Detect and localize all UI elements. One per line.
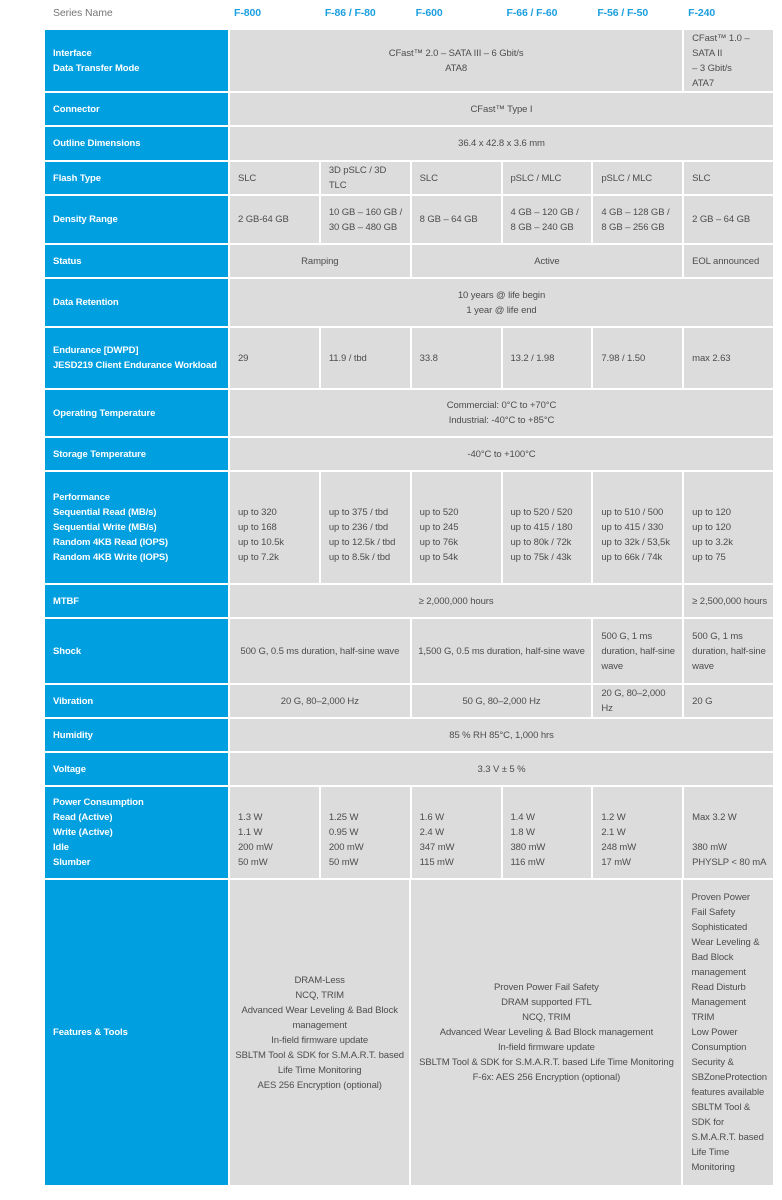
- cell-value-line: 500 G, 1 ms duration, half-sine wave: [601, 630, 675, 672]
- row-label-line: Sequential Write (MB/s): [53, 522, 157, 533]
- cell-density-range-1: [321, 196, 410, 243]
- table-row-mtbf: [45, 585, 773, 617]
- row-label-line: Data Transfer Mode: [53, 62, 140, 74]
- cell-value-line: 115 mW: [419, 857, 454, 868]
- cell-outline-dimensions-0: [230, 127, 773, 160]
- cell-value-line: 500 G, 0.5 ms duration, half-sine wave: [240, 645, 400, 657]
- cell-storage-temperature-0: [230, 438, 773, 470]
- cell-value-line: 380 mW: [510, 842, 546, 853]
- cell-endurance-1: [321, 328, 410, 388]
- cell-value-line: up to 32k / 53,5k: [601, 537, 670, 548]
- cell-value-line: Advanced Wear Leveling & Bad Block management: [439, 1027, 654, 1038]
- cell-value-line: -40°C to +100°C: [467, 448, 536, 460]
- cell-value-line: Industrial: -40°C to +85°C: [448, 415, 555, 426]
- cell-value-line: [601, 490, 676, 505]
- row-label-shock: [45, 619, 228, 683]
- row-label-line: Sequential Read (MB/s): [53, 507, 157, 518]
- row-label-interface: [45, 30, 228, 91]
- table-row-power-consumption: [45, 787, 773, 878]
- cell-value-line: 8 GB – 64 GB: [419, 214, 478, 225]
- cell-value-line: ≥ 2,000,000 hours: [418, 595, 494, 607]
- cell-density-range-0: [230, 196, 319, 243]
- cell-operating-temperature-0: [230, 390, 773, 436]
- cell-value-line: 1.4 W: [510, 812, 535, 823]
- row-label-outline-dimensions: [45, 127, 228, 160]
- cell-value-line: 500 G, 1 ms duration, half-sine wave: [692, 630, 766, 672]
- cell-value-line: up to 12.5k / tbd: [328, 537, 396, 548]
- cell-value-line: up to 75k / 43k: [510, 552, 572, 563]
- spec-sheet: [45, 0, 773, 1184]
- cell-value-line: NCQ, TRIM: [522, 1012, 571, 1023]
- cell-value-line: 10 GB – 160 GB /: [328, 206, 403, 218]
- cell-value-line: 1.3 W: [238, 812, 263, 823]
- cell-value-line: up to 236 / tbd: [328, 522, 389, 533]
- cell-value-line: 20 G: [692, 695, 713, 707]
- cell-value-line: [420, 795, 495, 810]
- cell-endurance-2: [412, 328, 501, 388]
- cell-shock-2: [593, 619, 682, 683]
- table-row-status: [45, 245, 773, 277]
- cell-value-line: 8 GB – 256 GB: [601, 221, 665, 233]
- cell-value-line: 50 mW: [328, 857, 359, 868]
- cell-value-line: [692, 490, 767, 505]
- cell-performance-4: [593, 472, 682, 583]
- cell-value-line: up to 54k: [419, 552, 458, 563]
- row-label-line: Write (Active): [53, 827, 113, 838]
- row-label-line: Idle: [53, 842, 69, 853]
- row-label-line: Read (Active): [53, 812, 113, 823]
- row-label-line: Vibration: [53, 695, 94, 707]
- cell-value-line: SBLTM Tool & SDK for S.M.A.R.T. based Life Time Monitoring: [691, 1102, 764, 1173]
- cell-density-range-2: [412, 196, 501, 243]
- row-label-humidity: [45, 719, 228, 751]
- row-label-line: Features & Tools: [53, 1027, 128, 1038]
- cell-value-line: 11.9 / tbd: [328, 352, 367, 364]
- row-label-performance: [45, 472, 228, 583]
- row-label-line: Interface: [53, 47, 92, 59]
- cell-value-line: SLC: [238, 172, 257, 184]
- cell-value-line: Proven Power Fail Safety: [691, 892, 750, 918]
- cell-value-line: EOL announced: [692, 255, 760, 267]
- cell-value-line: 2 GB – 64 GB: [692, 214, 751, 225]
- column-header-f-800: F-800: [234, 6, 261, 19]
- cell-interface-0: [230, 30, 682, 91]
- cell-features-tools-1: [411, 880, 681, 1185]
- cell-vibration-3: [684, 685, 773, 717]
- cell-value-line: [692, 795, 767, 810]
- cell-value-line: Commercial: 0°C to +70°C: [446, 400, 557, 411]
- cell-value-line: 29: [238, 352, 249, 364]
- cell-value-line: CFast™ Type I: [470, 103, 533, 115]
- cell-density-range-3: [503, 196, 592, 243]
- cell-vibration-0: [230, 685, 410, 717]
- cell-value-line: Low Power Consumption: [691, 1027, 747, 1053]
- cell-value-line: up to 375 / tbd: [328, 507, 389, 518]
- cell-value-line: Sophisticated Wear Leveling &: [691, 922, 760, 948]
- row-label-line: Random 4KB Read (IOPS): [53, 537, 168, 548]
- cell-value-line: 1.25 W: [328, 812, 359, 823]
- cell-value-line: 3.3 V ± 5 %: [477, 763, 526, 775]
- table-row-shock: [45, 619, 773, 683]
- column-header-f-240: F-240: [688, 6, 716, 19]
- cell-performance-2: [412, 472, 501, 583]
- table-row-flash-type: [45, 162, 773, 194]
- cell-value-line: DRAM-Less: [294, 974, 345, 986]
- cell-power-consumption-0: [230, 787, 319, 878]
- table-row-data-retention: [45, 279, 773, 326]
- table-row-voltage: [45, 753, 773, 785]
- cell-value-line: 347 mW: [419, 842, 455, 853]
- spec-table: [45, 30, 773, 1184]
- series-name-header: Series Name: [53, 6, 113, 19]
- cell-value-line: 13.2 / 1.98: [510, 352, 555, 364]
- row-label-mtbf: [45, 585, 228, 617]
- table-row-storage-temperature: [45, 438, 773, 470]
- cell-value-line: 50 mW: [238, 857, 268, 868]
- cell-value-line: up to 510 / 500: [601, 507, 664, 518]
- cell-value-line: 1.8 W: [510, 827, 535, 838]
- cell-power-consumption-1: [321, 787, 410, 878]
- cell-value-line: up to 120: [692, 507, 731, 518]
- cell-value-line: up to 320: [238, 507, 277, 518]
- column-header-f-66-f-60: F-66 / F-60: [506, 6, 558, 19]
- cell-value-line: 248 mW: [601, 842, 637, 853]
- table-row-outline-dimensions: [45, 127, 773, 160]
- table-row-endurance: [45, 328, 773, 388]
- cell-features-tools-2: [683, 880, 773, 1185]
- row-label-line: Connector: [53, 103, 100, 115]
- cell-value-line: 50 G, 80–2,000 Hz: [462, 695, 541, 707]
- cell-flash-type-5: [684, 162, 773, 194]
- cell-endurance-3: [503, 328, 592, 388]
- cell-vibration-1: [412, 685, 592, 717]
- cell-value-line: 1,500 G, 0.5 ms duration, half-sine wave: [418, 645, 585, 657]
- row-label-line: Endurance [DWPD]: [53, 345, 139, 356]
- cell-value-line: [511, 795, 586, 810]
- cell-flash-type-3: [503, 162, 592, 194]
- cell-density-range-4: [593, 196, 682, 243]
- cell-value-line: pSLC / MLC: [510, 172, 562, 184]
- cell-value-line: [601, 795, 676, 810]
- cell-value-line: up to 120: [692, 522, 731, 533]
- table-row-connector: [45, 93, 773, 125]
- cell-value-line: up to 3.2k: [692, 537, 733, 548]
- cell-value-line: up to 66k / 74k: [601, 552, 663, 563]
- cell-value-line: [329, 490, 404, 505]
- row-label-line: MTBF: [53, 595, 79, 607]
- cell-shock-1: [412, 619, 592, 683]
- cell-value-line: AES 256 Encryption (optional): [257, 1079, 382, 1091]
- cell-value-line: 10 years @ life begin: [457, 289, 546, 301]
- cell-value-line: SLC: [692, 172, 711, 184]
- cell-flash-type-1: [321, 162, 410, 194]
- row-label-line: JESD219 Client Endurance Workload: [53, 360, 217, 371]
- row-label-endurance: [45, 328, 228, 388]
- row-label-flash-type: [45, 162, 228, 194]
- cell-interface-1: [684, 30, 773, 91]
- row-label-line: Storage Temperature: [53, 448, 146, 460]
- row-label-line: Density Range: [53, 214, 118, 225]
- cell-endurance-5: [684, 328, 773, 388]
- cell-endurance-0: [230, 328, 319, 388]
- cell-value-line: Bad Block management: [691, 952, 746, 978]
- cell-value-line: up to 415 / 330: [601, 522, 664, 533]
- row-label-status: [45, 245, 228, 277]
- row-label-line: Slumber: [53, 857, 91, 868]
- cell-value-line: 7.98 / 1.50: [601, 352, 646, 364]
- cell-performance-5: [684, 472, 773, 583]
- cell-flash-type-4: [593, 162, 682, 194]
- cell-status-2: [684, 245, 773, 277]
- cell-voltage-0: [230, 753, 773, 785]
- row-label-density-range: [45, 196, 228, 243]
- column-header-f-600: F-600: [415, 6, 443, 19]
- cell-value-line: 2.4 W: [419, 827, 444, 838]
- cell-value-line: 36.4 x 42.8 x 3.6 mm: [458, 138, 545, 149]
- table-header: [45, 0, 773, 25]
- cell-value-line: In-field firmware update: [271, 1034, 369, 1046]
- cell-value-line: 20 G, 80–2,000 Hz: [280, 695, 359, 707]
- column-header-f-56-f-50: F-56 / F-50: [597, 6, 649, 19]
- cell-flash-type-0: [230, 162, 319, 194]
- cell-value-line: CFast™ 2.0 – SATA III – 6 Gbit/s: [388, 47, 524, 59]
- row-label-vibration: [45, 685, 228, 717]
- cell-value-line: 85 % RH 85°C, 1,000 hrs: [449, 729, 554, 741]
- cell-value-line: 116 mW: [510, 857, 545, 868]
- row-label-data-retention: [45, 279, 228, 326]
- cell-power-consumption-4: [593, 787, 682, 878]
- cell-value-line: 17 mW: [601, 857, 631, 868]
- cell-value-line: 20 G, 80–2,000 Hz: [601, 688, 666, 714]
- cell-value-line: 2.1 W: [601, 827, 626, 838]
- table-row-interface: [45, 30, 773, 91]
- cell-vibration-2: [593, 685, 682, 717]
- cell-value-line: [692, 825, 767, 840]
- cell-value-line: 2 GB-64 GB: [238, 214, 289, 225]
- cell-value-line: DRAM supported FTL: [501, 997, 592, 1008]
- row-label-line: Humidity: [53, 729, 93, 741]
- cell-performance-0: [230, 472, 319, 583]
- cell-connector-0: [230, 93, 773, 125]
- cell-value-line: 30 GB – 480 GB: [328, 221, 398, 233]
- row-label-features-tools: [45, 880, 228, 1185]
- cell-mtbf-0: [230, 585, 682, 617]
- cell-value-line: Active: [534, 255, 560, 267]
- table-row-performance: [45, 472, 773, 583]
- cell-value-line: 33.8: [419, 352, 438, 364]
- row-label-line: Outline Dimensions: [53, 138, 141, 149]
- cell-shock-0: [230, 619, 410, 683]
- cell-value-line: up to 10.5k: [238, 537, 284, 548]
- cell-shock-3: [684, 619, 773, 683]
- cell-humidity-0: [230, 719, 773, 751]
- cell-value-line: 1.2 W: [601, 812, 626, 823]
- row-label-power-consumption: [45, 787, 228, 878]
- cell-value-line: SBLTM Tool & SDK for S.M.A.R.T. based Life Time Monitoring: [235, 1049, 404, 1076]
- cell-data-retention-0: [230, 279, 773, 326]
- row-label-storage-temperature: [45, 438, 228, 470]
- cell-value-line: up to 520: [419, 507, 459, 518]
- cell-value-line: 3D pSLC / 3D TLC: [328, 165, 387, 191]
- cell-power-consumption-3: [503, 787, 592, 878]
- cell-value-line: up to 80k / 72k: [510, 537, 572, 548]
- cell-value-line: pSLC / MLC: [601, 172, 653, 184]
- cell-value-line: up to 75: [692, 552, 726, 563]
- row-label-connector: [45, 93, 228, 125]
- cell-value-line: Security & SBZoneProtection features available: [691, 1057, 767, 1098]
- cell-performance-3: [503, 472, 592, 583]
- table-row-vibration: [45, 685, 773, 717]
- cell-value-line: [511, 490, 586, 505]
- cell-value-line: – 3 Gbit/s: [692, 62, 732, 74]
- cell-value-line: ATA8: [445, 62, 468, 74]
- row-label-line: Voltage: [53, 763, 86, 775]
- cell-value-line: F-6x: AES 256 Encryption (optional): [472, 1072, 621, 1083]
- cell-value-line: up to 415 / 180: [510, 522, 573, 533]
- cell-value-line: up to 245: [419, 522, 459, 533]
- cell-value-line: [420, 490, 495, 505]
- cell-power-consumption-2: [412, 787, 501, 878]
- cell-value-line: 1 year @ life end: [466, 304, 537, 316]
- cell-value-line: 4 GB – 128 GB /: [601, 206, 670, 218]
- table-row-density-range: [45, 196, 773, 243]
- row-label-line: Operating Temperature: [53, 407, 156, 419]
- cell-value-line: [238, 490, 313, 505]
- row-label-line: Shock: [53, 645, 82, 657]
- cell-features-tools-0: [230, 880, 409, 1185]
- cell-value-line: 380 mW: [692, 842, 727, 853]
- cell-value-line: 1.6 W: [419, 812, 444, 823]
- row-label-line: Performance: [53, 492, 110, 503]
- cell-value-line: 200 mW: [328, 842, 364, 853]
- cell-value-line: 8 GB – 240 GB: [510, 221, 574, 233]
- cell-value-line: Ramping: [301, 255, 339, 267]
- cell-status-1: [412, 245, 683, 277]
- table-row-operating-temperature: [45, 390, 773, 436]
- cell-value-line: up to 7.2k: [238, 552, 279, 563]
- cell-value-line: ≥ 2,500,000 hours: [692, 595, 767, 607]
- cell-value-line: up to 520 / 520: [510, 507, 573, 518]
- column-header-f-86-f-80: F-86 / F-80: [324, 6, 376, 19]
- cell-value-line: 200 mW: [238, 842, 273, 853]
- cell-value-line: max 2.63: [692, 352, 731, 364]
- cell-value-line: PHYSLP < 80 mA: [692, 857, 767, 868]
- row-label-line: Flash Type: [53, 172, 101, 184]
- cell-status-0: [230, 245, 410, 277]
- cell-value-line: In-field firmware update: [498, 1042, 595, 1053]
- cell-endurance-4: [593, 328, 682, 388]
- cell-flash-type-2: [412, 162, 501, 194]
- cell-value-line: Read Disturb Management: [691, 982, 746, 1008]
- cell-value-line: [238, 795, 313, 810]
- cell-power-consumption-5: [684, 787, 773, 878]
- cell-value-line: CFast™ 1.0 –SATA II: [692, 32, 750, 59]
- cell-value-line: 1.1 W: [238, 827, 263, 838]
- cell-value-line: ATA7: [692, 77, 715, 89]
- cell-mtbf-1: [684, 585, 773, 617]
- cell-performance-1: [321, 472, 410, 583]
- row-label-line: Status: [53, 255, 82, 267]
- cell-value-line: up to 8.5k / tbd: [328, 552, 391, 563]
- row-label-line: Random 4KB Write (IOPS): [53, 552, 169, 563]
- table-row-features-tools: [45, 880, 773, 1184]
- row-label-operating-temperature: [45, 390, 228, 436]
- cell-value-line: TRIM: [691, 1012, 715, 1023]
- cell-value-line: NCQ, TRIM: [295, 989, 344, 1001]
- cell-value-line: [329, 795, 404, 810]
- table-row-humidity: [45, 719, 773, 751]
- cell-value-line: 0.95 W: [328, 827, 359, 838]
- cell-value-line: SBLTM Tool & SDK for S.M.A.R.T. based Life Time Monitoring: [419, 1057, 674, 1068]
- cell-density-range-5: [684, 196, 773, 243]
- cell-value-line: Proven Power Fail Safety: [494, 982, 599, 993]
- cell-value-line: up to 168: [238, 522, 277, 533]
- cell-value-line: up to 76k: [419, 537, 458, 548]
- row-label-line: Power Consumption: [53, 797, 144, 808]
- cell-value-line: SLC: [419, 172, 438, 184]
- cell-value-line: Advanced Wear Leveling & Bad Block management: [241, 1004, 398, 1031]
- cell-value-line: 4 GB – 120 GB /: [510, 206, 579, 218]
- cell-value-line: Max 3.2 W: [692, 812, 737, 823]
- row-label-line: Data Retention: [53, 297, 119, 308]
- row-label-voltage: [45, 753, 228, 785]
